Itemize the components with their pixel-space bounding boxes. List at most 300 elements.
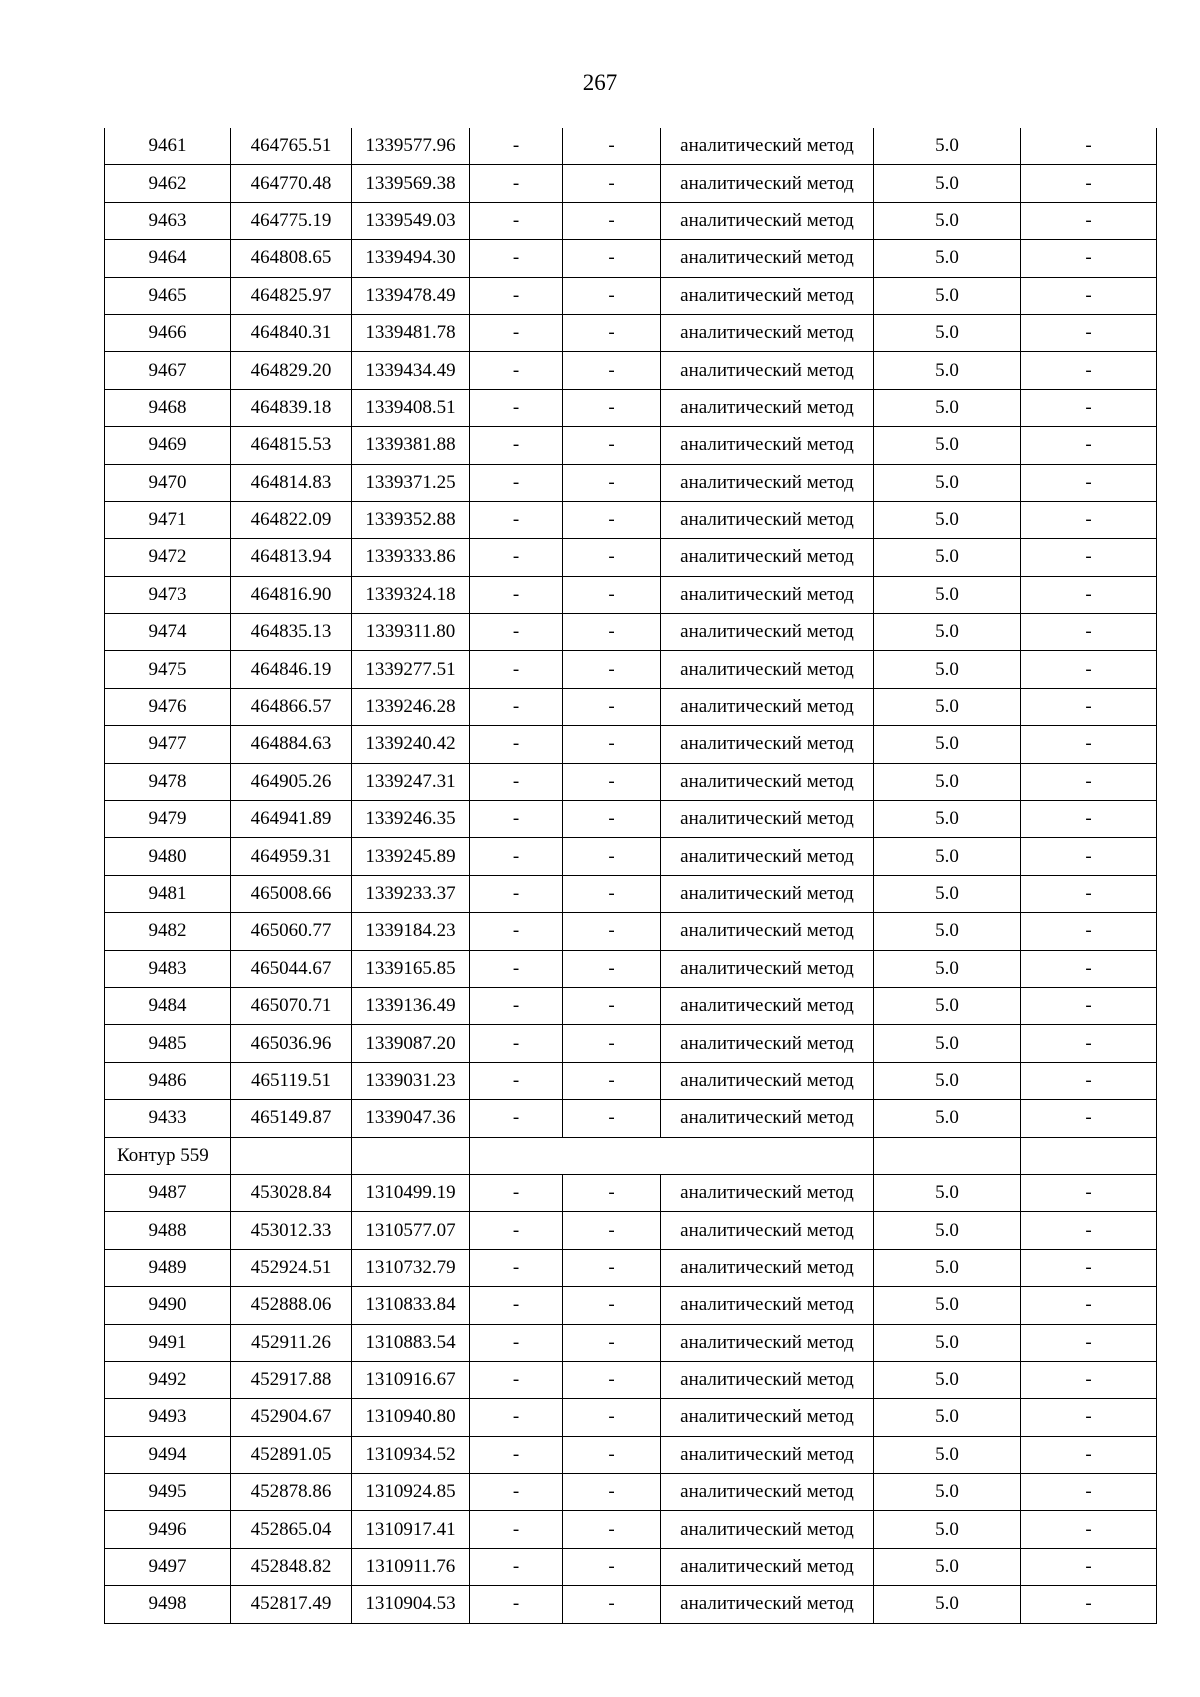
empty-cell xyxy=(231,1137,352,1174)
table-row xyxy=(105,128,1157,165)
dash-cell: - xyxy=(470,1025,563,1062)
x-coordinate-cell: 464813.94 xyxy=(231,539,352,576)
method-cell: аналитический метод xyxy=(661,726,874,763)
dash-cell: - xyxy=(1021,1361,1157,1398)
accuracy-cell: 5.0 xyxy=(874,1287,1021,1324)
method-cell: аналитический метод xyxy=(661,1062,874,1099)
point-id-cell: 9485 xyxy=(105,1025,231,1062)
accuracy-cell: 5.0 xyxy=(874,875,1021,912)
point-id-cell: 9462 xyxy=(105,165,231,202)
y-coordinate-cell: 1339478.49 xyxy=(352,277,470,314)
dash-cell: - xyxy=(563,1212,661,1249)
dash-cell: - xyxy=(563,464,661,501)
accuracy-cell: 5.0 xyxy=(874,1212,1021,1249)
table-row xyxy=(105,801,1157,838)
dash-cell: - xyxy=(1021,763,1157,800)
y-coordinate-cell: 1339247.31 xyxy=(352,763,470,800)
x-coordinate-cell: 452865.04 xyxy=(231,1511,352,1548)
x-coordinate-cell: 464829.20 xyxy=(231,352,352,389)
y-coordinate-cell: 1310833.84 xyxy=(352,1287,470,1324)
accuracy-cell: 5.0 xyxy=(874,838,1021,875)
method-cell: аналитический метод xyxy=(661,389,874,426)
point-id-cell: 9491 xyxy=(105,1324,231,1361)
dash-cell: - xyxy=(1021,838,1157,875)
method-cell: аналитический метод xyxy=(661,202,874,239)
dash-cell: - xyxy=(470,128,563,165)
point-id-cell: 9479 xyxy=(105,801,231,838)
point-id-cell: 9484 xyxy=(105,987,231,1024)
y-coordinate-cell: 1339577.96 xyxy=(352,128,470,165)
dash-cell: - xyxy=(563,1287,661,1324)
method-cell: аналитический метод xyxy=(661,314,874,351)
accuracy-cell: 5.0 xyxy=(874,1324,1021,1361)
dash-cell: - xyxy=(1021,801,1157,838)
dash-cell: - xyxy=(563,240,661,277)
dash-cell: - xyxy=(470,427,563,464)
table-row xyxy=(105,1025,1157,1062)
x-coordinate-cell: 464808.65 xyxy=(231,240,352,277)
method-cell: аналитический метод xyxy=(661,240,874,277)
accuracy-cell: 5.0 xyxy=(874,950,1021,987)
y-coordinate-cell: 1339245.89 xyxy=(352,838,470,875)
point-id-cell: 9486 xyxy=(105,1062,231,1099)
dash-cell: - xyxy=(563,501,661,538)
dash-cell: - xyxy=(1021,240,1157,277)
point-id-cell: 9476 xyxy=(105,688,231,725)
dash-cell: - xyxy=(1021,576,1157,613)
method-cell: аналитический метод xyxy=(661,1174,874,1211)
y-coordinate-cell: 1310499.19 xyxy=(352,1174,470,1211)
dash-cell: - xyxy=(470,277,563,314)
table-row xyxy=(105,464,1157,501)
dash-cell: - xyxy=(470,165,563,202)
empty-cell xyxy=(1021,1137,1157,1174)
dash-cell: - xyxy=(563,539,661,576)
x-coordinate-cell: 465036.96 xyxy=(231,1025,352,1062)
table-row xyxy=(105,389,1157,426)
dash-cell: - xyxy=(470,576,563,613)
point-id-cell: 9472 xyxy=(105,539,231,576)
point-id-cell: 9483 xyxy=(105,950,231,987)
method-cell: аналитический метод xyxy=(661,950,874,987)
method-cell: аналитический метод xyxy=(661,614,874,651)
point-id-cell: 9463 xyxy=(105,202,231,239)
accuracy-cell: 5.0 xyxy=(874,165,1021,202)
dash-cell: - xyxy=(1021,277,1157,314)
y-coordinate-cell: 1310917.41 xyxy=(352,1511,470,1548)
dash-cell: - xyxy=(1021,314,1157,351)
y-coordinate-cell: 1339333.86 xyxy=(352,539,470,576)
accuracy-cell: 5.0 xyxy=(874,1062,1021,1099)
dash-cell: - xyxy=(1021,950,1157,987)
dash-cell: - xyxy=(563,1511,661,1548)
method-cell: аналитический метод xyxy=(661,1474,874,1511)
dash-cell: - xyxy=(1021,464,1157,501)
point-id-cell: 9470 xyxy=(105,464,231,501)
accuracy-cell: 5.0 xyxy=(874,763,1021,800)
point-id-cell: 9495 xyxy=(105,1474,231,1511)
dash-cell: - xyxy=(470,801,563,838)
table-row xyxy=(105,1511,1157,1548)
x-coordinate-cell: 452917.88 xyxy=(231,1361,352,1398)
method-cell: аналитический метод xyxy=(661,1548,874,1585)
accuracy-cell: 5.0 xyxy=(874,427,1021,464)
dash-cell: - xyxy=(470,539,563,576)
point-id-cell: 9494 xyxy=(105,1436,231,1473)
dash-cell: - xyxy=(470,950,563,987)
dash-cell: - xyxy=(1021,1511,1157,1548)
x-coordinate-cell: 464866.57 xyxy=(231,688,352,725)
y-coordinate-cell: 1339481.78 xyxy=(352,314,470,351)
method-cell: аналитический метод xyxy=(661,1586,874,1623)
accuracy-cell: 5.0 xyxy=(874,240,1021,277)
table-row xyxy=(105,202,1157,239)
y-coordinate-cell: 1339352.88 xyxy=(352,501,470,538)
y-coordinate-cell: 1310916.67 xyxy=(352,1361,470,1398)
point-id-cell: 9468 xyxy=(105,389,231,426)
accuracy-cell: 5.0 xyxy=(874,1100,1021,1137)
method-cell: аналитический метод xyxy=(661,277,874,314)
dash-cell: - xyxy=(563,277,661,314)
point-id-cell: 9480 xyxy=(105,838,231,875)
dash-cell: - xyxy=(1021,1025,1157,1062)
dash-cell: - xyxy=(563,1548,661,1585)
dash-cell: - xyxy=(563,202,661,239)
table-row xyxy=(105,1249,1157,1286)
point-id-cell: 9496 xyxy=(105,1511,231,1548)
table-row xyxy=(105,427,1157,464)
x-coordinate-cell: 452878.86 xyxy=(231,1474,352,1511)
x-coordinate-cell: 465070.71 xyxy=(231,987,352,1024)
table-body xyxy=(105,128,1157,1623)
dash-cell: - xyxy=(470,1548,563,1585)
x-coordinate-cell: 464770.48 xyxy=(231,165,352,202)
y-coordinate-cell: 1339047.36 xyxy=(352,1100,470,1137)
dash-cell: - xyxy=(470,763,563,800)
table-row xyxy=(105,875,1157,912)
x-coordinate-cell: 464884.63 xyxy=(231,726,352,763)
method-cell: аналитический метод xyxy=(661,838,874,875)
x-coordinate-cell: 464840.31 xyxy=(231,314,352,351)
method-cell: аналитический метод xyxy=(661,1361,874,1398)
x-coordinate-cell: 465119.51 xyxy=(231,1062,352,1099)
x-coordinate-cell: 464765.51 xyxy=(231,128,352,165)
dash-cell: - xyxy=(1021,1548,1157,1585)
y-coordinate-cell: 1339324.18 xyxy=(352,576,470,613)
dash-cell: - xyxy=(1021,1399,1157,1436)
dash-cell: - xyxy=(1021,688,1157,725)
dash-cell: - xyxy=(470,1212,563,1249)
x-coordinate-cell: 452904.67 xyxy=(231,1399,352,1436)
x-coordinate-cell: 452924.51 xyxy=(231,1249,352,1286)
method-cell: аналитический метод xyxy=(661,165,874,202)
x-coordinate-cell: 464815.53 xyxy=(231,427,352,464)
dash-cell: - xyxy=(563,1174,661,1211)
dash-cell: - xyxy=(470,1399,563,1436)
y-coordinate-cell: 1339434.49 xyxy=(352,352,470,389)
dash-cell: - xyxy=(563,165,661,202)
table-row xyxy=(105,1436,1157,1473)
accuracy-cell: 5.0 xyxy=(874,987,1021,1024)
y-coordinate-cell: 1339381.88 xyxy=(352,427,470,464)
accuracy-cell: 5.0 xyxy=(874,1025,1021,1062)
table-row xyxy=(105,913,1157,950)
x-coordinate-cell: 452888.06 xyxy=(231,1287,352,1324)
table-row xyxy=(105,1586,1157,1623)
dash-cell: - xyxy=(1021,875,1157,912)
dash-cell: - xyxy=(563,763,661,800)
dash-cell: - xyxy=(470,464,563,501)
accuracy-cell: 5.0 xyxy=(874,314,1021,351)
y-coordinate-cell: 1339408.51 xyxy=(352,389,470,426)
contour-label: Контур 559 xyxy=(105,1137,231,1174)
y-coordinate-cell: 1339549.03 xyxy=(352,202,470,239)
accuracy-cell: 5.0 xyxy=(874,1399,1021,1436)
dash-cell: - xyxy=(470,1249,563,1286)
dash-cell: - xyxy=(563,1586,661,1623)
point-id-cell: 9497 xyxy=(105,1548,231,1585)
y-coordinate-cell: 1310911.76 xyxy=(352,1548,470,1585)
dash-cell: - xyxy=(1021,202,1157,239)
empty-cell xyxy=(470,1137,874,1174)
method-cell: аналитический метод xyxy=(661,1249,874,1286)
dash-cell: - xyxy=(470,1436,563,1473)
dash-cell: - xyxy=(470,688,563,725)
table-row xyxy=(105,838,1157,875)
y-coordinate-cell: 1339494.30 xyxy=(352,240,470,277)
point-id-cell: 9498 xyxy=(105,1586,231,1623)
method-cell: аналитический метод xyxy=(661,987,874,1024)
accuracy-cell: 5.0 xyxy=(874,1174,1021,1211)
method-cell: аналитический метод xyxy=(661,1436,874,1473)
accuracy-cell: 5.0 xyxy=(874,801,1021,838)
table-row xyxy=(105,277,1157,314)
table-row xyxy=(105,651,1157,688)
method-cell: аналитический метод xyxy=(661,352,874,389)
dash-cell: - xyxy=(1021,1287,1157,1324)
dash-cell: - xyxy=(1021,1174,1157,1211)
point-id-cell: 9465 xyxy=(105,277,231,314)
dash-cell: - xyxy=(563,1025,661,1062)
point-id-cell: 9433 xyxy=(105,1100,231,1137)
dash-cell: - xyxy=(1021,1212,1157,1249)
dash-cell: - xyxy=(563,688,661,725)
point-id-cell: 9464 xyxy=(105,240,231,277)
dash-cell: - xyxy=(1021,726,1157,763)
x-coordinate-cell: 464839.18 xyxy=(231,389,352,426)
method-cell: аналитический метод xyxy=(661,501,874,538)
table-row xyxy=(105,539,1157,576)
y-coordinate-cell: 1339184.23 xyxy=(352,913,470,950)
y-coordinate-cell: 1339031.23 xyxy=(352,1062,470,1099)
dash-cell: - xyxy=(563,987,661,1024)
empty-cell xyxy=(874,1137,1021,1174)
table-row xyxy=(105,1399,1157,1436)
method-cell: аналитический метод xyxy=(661,1025,874,1062)
dash-cell: - xyxy=(1021,1100,1157,1137)
dash-cell: - xyxy=(1021,651,1157,688)
dash-cell: - xyxy=(563,1100,661,1137)
dash-cell: - xyxy=(563,352,661,389)
accuracy-cell: 5.0 xyxy=(874,539,1021,576)
dash-cell: - xyxy=(1021,1324,1157,1361)
dash-cell: - xyxy=(1021,427,1157,464)
dash-cell: - xyxy=(470,651,563,688)
dash-cell: - xyxy=(470,913,563,950)
table-row xyxy=(105,1212,1157,1249)
table-row xyxy=(105,726,1157,763)
dash-cell: - xyxy=(1021,1586,1157,1623)
point-id-cell: 9481 xyxy=(105,875,231,912)
dash-cell: - xyxy=(563,1249,661,1286)
dash-cell: - xyxy=(1021,165,1157,202)
dash-cell: - xyxy=(470,1062,563,1099)
method-cell: аналитический метод xyxy=(661,1287,874,1324)
contour-header-row xyxy=(105,1137,1157,1174)
x-coordinate-cell: 452891.05 xyxy=(231,1436,352,1473)
dash-cell: - xyxy=(470,1511,563,1548)
dash-cell: - xyxy=(1021,501,1157,538)
accuracy-cell: 5.0 xyxy=(874,651,1021,688)
x-coordinate-cell: 464822.09 xyxy=(231,501,352,538)
table-row xyxy=(105,1062,1157,1099)
table-row xyxy=(105,352,1157,389)
dash-cell: - xyxy=(1021,1062,1157,1099)
dash-cell: - xyxy=(563,1399,661,1436)
point-id-cell: 9492 xyxy=(105,1361,231,1398)
dash-cell: - xyxy=(563,389,661,426)
method-cell: аналитический метод xyxy=(661,539,874,576)
dash-cell: - xyxy=(1021,913,1157,950)
dash-cell: - xyxy=(1021,1474,1157,1511)
accuracy-cell: 5.0 xyxy=(874,501,1021,538)
accuracy-cell: 5.0 xyxy=(874,1436,1021,1473)
x-coordinate-cell: 464825.97 xyxy=(231,277,352,314)
point-id-cell: 9478 xyxy=(105,763,231,800)
dash-cell: - xyxy=(470,1586,563,1623)
dash-cell: - xyxy=(470,202,563,239)
dash-cell: - xyxy=(470,987,563,1024)
dash-cell: - xyxy=(563,1324,661,1361)
dash-cell: - xyxy=(470,726,563,763)
method-cell: аналитический метод xyxy=(661,1212,874,1249)
accuracy-cell: 5.0 xyxy=(874,1474,1021,1511)
x-coordinate-cell: 464905.26 xyxy=(231,763,352,800)
dash-cell: - xyxy=(470,1287,563,1324)
table-row xyxy=(105,314,1157,351)
point-id-cell: 9475 xyxy=(105,651,231,688)
dash-cell: - xyxy=(470,1100,563,1137)
dash-cell: - xyxy=(470,352,563,389)
x-coordinate-cell: 464959.31 xyxy=(231,838,352,875)
x-coordinate-cell: 465060.77 xyxy=(231,913,352,950)
y-coordinate-cell: 1310924.85 xyxy=(352,1474,470,1511)
y-coordinate-cell: 1310904.53 xyxy=(352,1586,470,1623)
x-coordinate-cell: 464835.13 xyxy=(231,614,352,651)
method-cell: аналитический метод xyxy=(661,913,874,950)
accuracy-cell: 5.0 xyxy=(874,389,1021,426)
dash-cell: - xyxy=(1021,352,1157,389)
dash-cell: - xyxy=(470,1174,563,1211)
method-cell: аналитический метод xyxy=(661,688,874,725)
x-coordinate-cell: 464814.83 xyxy=(231,464,352,501)
table-row xyxy=(105,576,1157,613)
dash-cell: - xyxy=(470,501,563,538)
point-id-cell: 9469 xyxy=(105,427,231,464)
dash-cell: - xyxy=(563,314,661,351)
table-row xyxy=(105,1174,1157,1211)
y-coordinate-cell: 1339277.51 xyxy=(352,651,470,688)
accuracy-cell: 5.0 xyxy=(874,464,1021,501)
accuracy-cell: 5.0 xyxy=(874,576,1021,613)
y-coordinate-cell: 1339246.28 xyxy=(352,688,470,725)
accuracy-cell: 5.0 xyxy=(874,614,1021,651)
point-id-cell: 9477 xyxy=(105,726,231,763)
dash-cell: - xyxy=(470,614,563,651)
dash-cell: - xyxy=(563,726,661,763)
dash-cell: - xyxy=(563,576,661,613)
dash-cell: - xyxy=(470,1474,563,1511)
method-cell: аналитический метод xyxy=(661,1399,874,1436)
accuracy-cell: 5.0 xyxy=(874,726,1021,763)
method-cell: аналитический метод xyxy=(661,1100,874,1137)
point-id-cell: 9474 xyxy=(105,614,231,651)
dash-cell: - xyxy=(563,913,661,950)
accuracy-cell: 5.0 xyxy=(874,1548,1021,1585)
method-cell: аналитический метод xyxy=(661,464,874,501)
table-row xyxy=(105,1474,1157,1511)
dash-cell: - xyxy=(1021,389,1157,426)
dash-cell: - xyxy=(563,1436,661,1473)
table-row xyxy=(105,688,1157,725)
table-row xyxy=(105,763,1157,800)
y-coordinate-cell: 1310732.79 xyxy=(352,1249,470,1286)
point-id-cell: 9461 xyxy=(105,128,231,165)
method-cell: аналитический метод xyxy=(661,651,874,688)
dash-cell: - xyxy=(470,314,563,351)
method-cell: аналитический метод xyxy=(661,1324,874,1361)
y-coordinate-cell: 1339165.85 xyxy=(352,950,470,987)
accuracy-cell: 5.0 xyxy=(874,202,1021,239)
x-coordinate-cell: 452817.49 xyxy=(231,1586,352,1623)
dash-cell: - xyxy=(1021,539,1157,576)
empty-cell xyxy=(352,1137,470,1174)
dash-cell: - xyxy=(563,838,661,875)
method-cell: аналитический метод xyxy=(661,1511,874,1548)
accuracy-cell: 5.0 xyxy=(874,913,1021,950)
accuracy-cell: 5.0 xyxy=(874,128,1021,165)
dash-cell: - xyxy=(1021,128,1157,165)
x-coordinate-cell: 452911.26 xyxy=(231,1324,352,1361)
dash-cell: - xyxy=(563,651,661,688)
dash-cell: - xyxy=(563,614,661,651)
dash-cell: - xyxy=(563,950,661,987)
accuracy-cell: 5.0 xyxy=(874,277,1021,314)
dash-cell: - xyxy=(470,389,563,426)
accuracy-cell: 5.0 xyxy=(874,1249,1021,1286)
point-id-cell: 9466 xyxy=(105,314,231,351)
x-coordinate-cell: 464846.19 xyxy=(231,651,352,688)
x-coordinate-cell: 465008.66 xyxy=(231,875,352,912)
dash-cell: - xyxy=(563,875,661,912)
table-row xyxy=(105,240,1157,277)
page-number: 267 xyxy=(582,70,618,95)
dash-cell: - xyxy=(563,427,661,464)
y-coordinate-cell: 1339246.35 xyxy=(352,801,470,838)
y-coordinate-cell: 1339240.42 xyxy=(352,726,470,763)
coordinates-table xyxy=(104,128,1157,1624)
table-row xyxy=(105,1287,1157,1324)
